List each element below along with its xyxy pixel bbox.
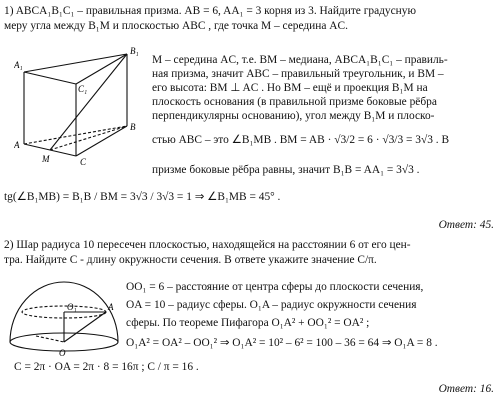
problem1-answer: Ответ: 45. (438, 219, 494, 231)
label-m: M (42, 154, 50, 164)
problem1-solution-line6: стью ABC – это ∠B₁MB . BM = AB · √3/2 = 6 · √3/3 = 3√3 . В (152, 134, 450, 146)
label-o: O (59, 348, 66, 358)
base-radius-hidden (36, 336, 64, 342)
label-a: A (108, 302, 114, 312)
edge-a1-c1 (24, 72, 76, 84)
problem1-solution-line3: его высота: BM ⊥ AC . Но BM – ещё и проекция B₁M на (152, 82, 428, 94)
label-b1: B₁ (130, 46, 139, 56)
prism-figure (14, 44, 144, 166)
problem2-formula: C = 2π · OA = 2π · 8 = 16π ; C / π = 16 . (14, 361, 199, 373)
problem2-answer: Ответ: 16. (438, 383, 494, 395)
problem1-solution-line2: ная призма, значит ABC – правильный треугольник, и BM – (152, 68, 444, 80)
label-c: C (80, 157, 87, 166)
segment-o-a (64, 312, 106, 342)
edge-c-b (76, 126, 127, 156)
problem2-statement-line2: тра. Найдите C - длину окружности сечения. В ответе укажите значение C/π. (4, 254, 377, 266)
problem1-statement-line2: меру угла между B₁M и плоскостью ABC , где точка M – середина AC. (4, 20, 348, 32)
problem2-solution-line3: сферы. По теореме Пифагора O₁A² + OO₁² = OA² ; (126, 317, 370, 329)
problem1-solution-line5: перпендикулярны основанию), угол между B₁M и плоско- (152, 110, 435, 122)
segment-b1-m (50, 54, 127, 150)
problem1-solution-line7: призме боковые рёбра равны, значит B₁B = AA₁ = 3√3 . (152, 164, 420, 176)
sphere-figure (6, 270, 122, 358)
problem1-statement-line1: 1) ABCA₁B₁C₁ – правильная призма. AB = 6, AA₁ = 3 корня из 3. Найдите градусную (4, 5, 416, 17)
label-a: A (14, 140, 20, 150)
problem1-solution-line4: плоскость основания (в правильной призме боковые рёбра (152, 96, 437, 108)
problem2-solution-line4: O₁A² = OA² – OO₁² ⇒ O₁A² = 10² – 6² = 100 – 36 = 64 ⇒ O₁A = 8 . (126, 337, 438, 349)
problem2-solution-line1: OO₁ = 6 – расстояние от центра сферы до плоскости сечения, (126, 281, 424, 293)
problem2-solution-line2: OA = 10 – радиус сферы. O₁A – радиус окружности сечения (126, 299, 417, 311)
problem1-solution-line1: M – середина AC, т.е. BM – медиана, ABCA₁B₁C₁ – правиль- (152, 54, 448, 66)
segment-m-b-hidden (50, 126, 127, 150)
problem1-formula: tg(∠B₁MB) = B₁B / BM = 3√3 / 3√3 = 1 ⇒ ∠B₁MB = 45° . (4, 191, 281, 203)
problem2-statement-line1: 2) Шар радиуса 10 пересечен плоскостью, находящейся на расстоянии 6 от его цен- (4, 239, 411, 251)
label-a1: A₁ (14, 60, 23, 70)
label-c1: C₁ (78, 84, 88, 94)
label-b: B (130, 122, 136, 132)
label-o1: O₁ (67, 302, 77, 312)
